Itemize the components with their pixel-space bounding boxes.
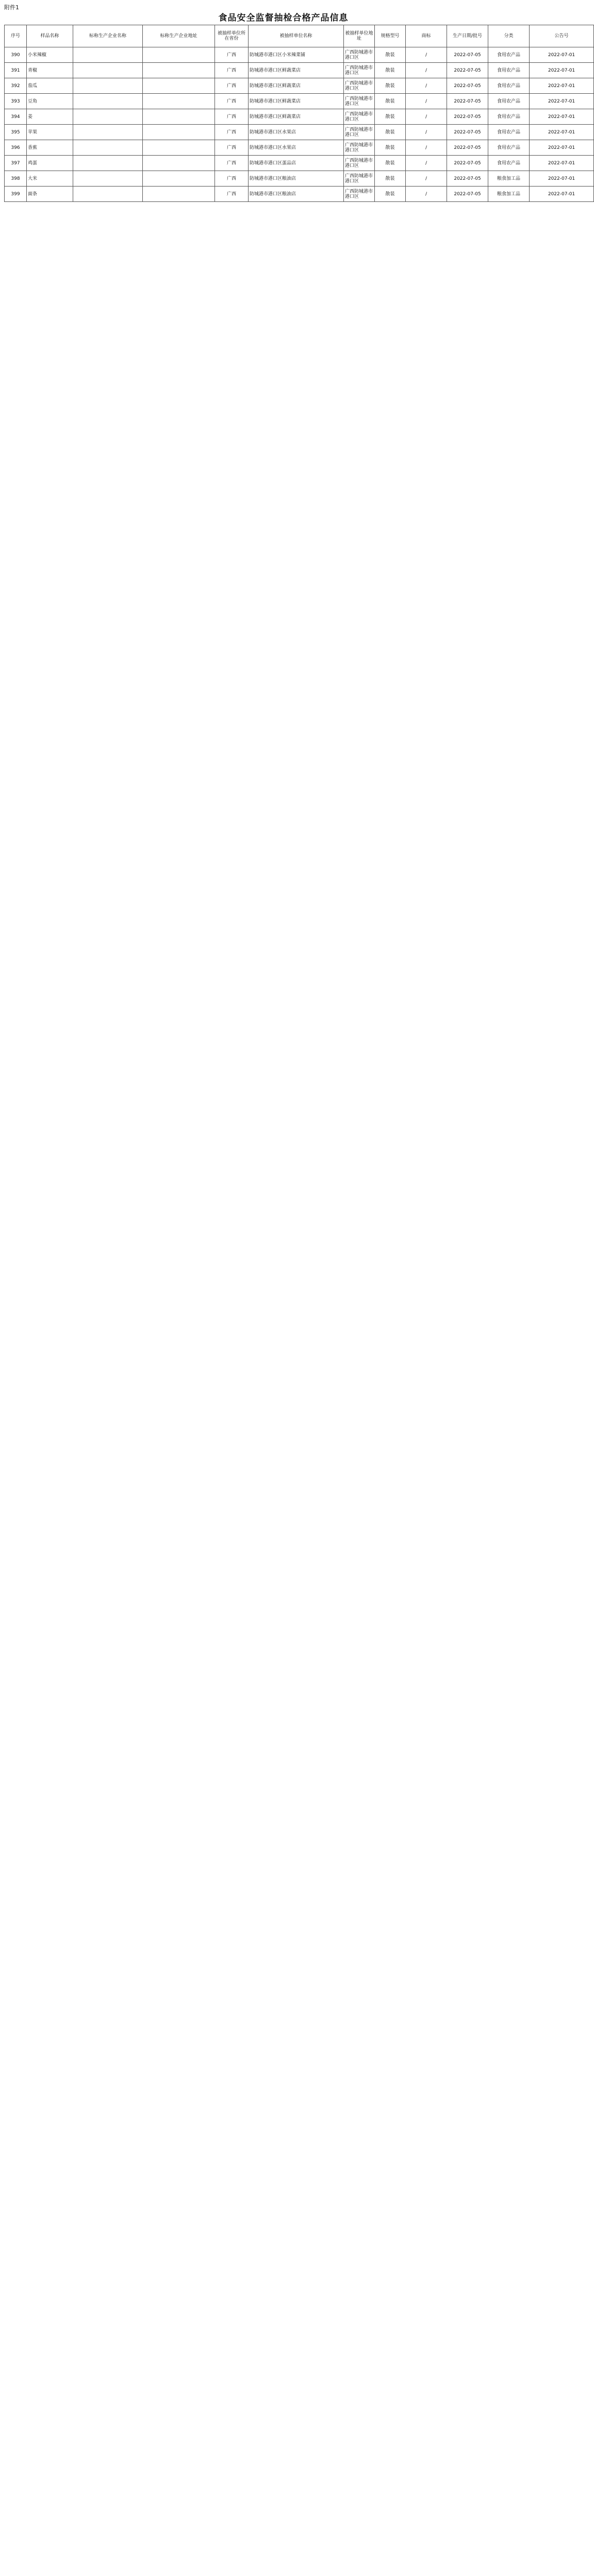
cell-notice: 2022-07-01 bbox=[530, 140, 594, 156]
cell-manufacturer bbox=[73, 156, 143, 171]
col-header: 规格型号 bbox=[375, 25, 406, 47]
col-header: 公告号 bbox=[530, 25, 594, 47]
cell-category: 食用农产品 bbox=[488, 109, 530, 125]
cell-province: 广西 bbox=[215, 125, 249, 140]
cell-mfr_address bbox=[143, 140, 215, 156]
cell-sampled_address: 广西防城港市港口区 bbox=[344, 94, 375, 109]
cell-name: 大米 bbox=[27, 171, 73, 187]
cell-mfr_address bbox=[143, 125, 215, 140]
table-row bbox=[5, 156, 594, 171]
table-row bbox=[5, 47, 594, 63]
cell-no: 398 bbox=[5, 171, 27, 187]
table-row bbox=[5, 171, 594, 187]
cell-manufacturer bbox=[73, 171, 143, 187]
cell-brand: / bbox=[406, 109, 447, 125]
cell-notice: 2022-07-01 bbox=[530, 47, 594, 63]
cell-date: 2022-07-05 bbox=[447, 109, 488, 125]
cell-brand: / bbox=[406, 78, 447, 94]
cell-spec: 散装 bbox=[375, 94, 406, 109]
cell-name: 小米辣椒 bbox=[27, 47, 73, 63]
cell-sampled_unit: 防城港市港口区粮油店 bbox=[249, 187, 344, 202]
cell-spec: 散装 bbox=[375, 156, 406, 171]
cell-brand: / bbox=[406, 94, 447, 109]
cell-sampled_address: 广西防城港市港口区 bbox=[344, 78, 375, 94]
cell-manufacturer bbox=[73, 125, 143, 140]
cell-manufacturer bbox=[73, 140, 143, 156]
table-row bbox=[5, 109, 594, 125]
cell-province: 广西 bbox=[215, 156, 249, 171]
cell-province: 广西 bbox=[215, 78, 249, 94]
cell-province: 广西 bbox=[215, 47, 249, 63]
col-header: 被抽样单位地址 bbox=[344, 25, 375, 47]
col-header: 商标 bbox=[406, 25, 447, 47]
cell-no: 399 bbox=[5, 187, 27, 202]
col-header: 序号 bbox=[5, 25, 27, 47]
cell-spec: 散装 bbox=[375, 140, 406, 156]
cell-sampled_address: 广西防城港市港口区 bbox=[344, 187, 375, 202]
cell-notice: 2022-07-01 bbox=[530, 171, 594, 187]
cell-name: 豆角 bbox=[27, 94, 73, 109]
cell-category: 食用农产品 bbox=[488, 140, 530, 156]
cell-sampled_unit: 防城港市港口区蛋品店 bbox=[249, 156, 344, 171]
cell-spec: 散装 bbox=[375, 109, 406, 125]
cell-spec: 散装 bbox=[375, 47, 406, 63]
cell-spec: 散装 bbox=[375, 171, 406, 187]
cell-category: 食用农产品 bbox=[488, 47, 530, 63]
cell-name: 青椒 bbox=[27, 63, 73, 78]
table-body bbox=[5, 47, 594, 202]
cell-brand: / bbox=[406, 156, 447, 171]
cell-sampled_address: 广西防城港市港口区 bbox=[344, 171, 375, 187]
cell-category: 粮食加工品 bbox=[488, 171, 530, 187]
table-row bbox=[5, 78, 594, 94]
table-header-row bbox=[5, 25, 594, 47]
cell-notice: 2022-07-01 bbox=[530, 125, 594, 140]
cell-name: 香蕉 bbox=[27, 140, 73, 156]
cell-sampled_address: 广西防城港市港口区 bbox=[344, 156, 375, 171]
annex-label: 附件1 bbox=[4, 4, 19, 11]
cell-brand: / bbox=[406, 171, 447, 187]
inspection-table bbox=[4, 25, 594, 202]
cell-date: 2022-07-05 bbox=[447, 94, 488, 109]
table-row bbox=[5, 140, 594, 156]
cell-mfr_address bbox=[143, 63, 215, 78]
table-row bbox=[5, 94, 594, 109]
cell-name: 面条 bbox=[27, 187, 73, 202]
cell-brand: / bbox=[406, 63, 447, 78]
cell-province: 广西 bbox=[215, 187, 249, 202]
table-row bbox=[5, 63, 594, 78]
cell-mfr_address bbox=[143, 109, 215, 125]
col-header: 被抽样单位名称 bbox=[249, 25, 344, 47]
cell-province: 广西 bbox=[215, 109, 249, 125]
cell-date: 2022-07-05 bbox=[447, 125, 488, 140]
cell-spec: 散装 bbox=[375, 78, 406, 94]
cell-name: 姜 bbox=[27, 109, 73, 125]
cell-sampled_unit: 防城港市港口区粮油店 bbox=[249, 171, 344, 187]
cell-date: 2022-07-05 bbox=[447, 140, 488, 156]
cell-category: 食用农产品 bbox=[488, 78, 530, 94]
cell-no: 393 bbox=[5, 94, 27, 109]
cell-date: 2022-07-05 bbox=[447, 63, 488, 78]
cell-sampled_unit: 防城港市港口区水果店 bbox=[249, 140, 344, 156]
cell-province: 广西 bbox=[215, 94, 249, 109]
table-row bbox=[5, 125, 594, 140]
col-header: 标称生产企业名称 bbox=[73, 25, 143, 47]
cell-manufacturer bbox=[73, 47, 143, 63]
cell-date: 2022-07-05 bbox=[447, 47, 488, 63]
cell-brand: / bbox=[406, 187, 447, 202]
cell-no: 395 bbox=[5, 125, 27, 140]
cell-sampled_address: 广西防城港市港口区 bbox=[344, 140, 375, 156]
cell-mfr_address bbox=[143, 171, 215, 187]
cell-brand: / bbox=[406, 140, 447, 156]
cell-spec: 散装 bbox=[375, 187, 406, 202]
cell-province: 广西 bbox=[215, 140, 249, 156]
cell-notice: 2022-07-01 bbox=[530, 187, 594, 202]
cell-manufacturer bbox=[73, 94, 143, 109]
cell-mfr_address bbox=[143, 47, 215, 63]
cell-notice: 2022-07-01 bbox=[530, 63, 594, 78]
cell-category: 食用农产品 bbox=[488, 125, 530, 140]
cell-mfr_address bbox=[143, 187, 215, 202]
cell-no: 394 bbox=[5, 109, 27, 125]
cell-no: 396 bbox=[5, 140, 27, 156]
col-header: 生产日期/批号 bbox=[447, 25, 488, 47]
cell-sampled_address: 广西防城港市港口区 bbox=[344, 47, 375, 63]
cell-category: 食用农产品 bbox=[488, 94, 530, 109]
cell-notice: 2022-07-01 bbox=[530, 78, 594, 94]
page-title: 食品安全监督抽检合格产品信息 bbox=[218, 13, 349, 23]
cell-sampled_unit: 防城港市港口区水果店 bbox=[249, 125, 344, 140]
cell-mfr_address bbox=[143, 78, 215, 94]
table-row bbox=[5, 187, 594, 202]
cell-category: 食用农产品 bbox=[488, 63, 530, 78]
cell-name: 苹果 bbox=[27, 125, 73, 140]
cell-notice: 2022-07-01 bbox=[530, 94, 594, 109]
cell-no: 397 bbox=[5, 156, 27, 171]
cell-date: 2022-07-05 bbox=[447, 187, 488, 202]
cell-category: 食用农产品 bbox=[488, 156, 530, 171]
cell-sampled_unit: 防城港市港口区鲜蔬菜店 bbox=[249, 109, 344, 125]
cell-manufacturer bbox=[73, 63, 143, 78]
cell-spec: 散装 bbox=[375, 63, 406, 78]
cell-sampled_address: 广西防城港市港口区 bbox=[344, 63, 375, 78]
col-header: 分类 bbox=[488, 25, 530, 47]
cell-sampled_unit: 防城港市港口区鲜蔬菜店 bbox=[249, 63, 344, 78]
col-header: 被抽样单位所在省份 bbox=[215, 25, 249, 47]
cell-sampled_unit: 防城港市港口区鲜蔬菜店 bbox=[249, 78, 344, 94]
cell-category: 粮食加工品 bbox=[488, 187, 530, 202]
col-header: 样品名称 bbox=[27, 25, 73, 47]
cell-sampled_address: 广西防城港市港口区 bbox=[344, 109, 375, 125]
cell-no: 392 bbox=[5, 78, 27, 94]
cell-notice: 2022-07-01 bbox=[530, 109, 594, 125]
cell-date: 2022-07-05 bbox=[447, 156, 488, 171]
cell-manufacturer bbox=[73, 187, 143, 202]
cell-brand: / bbox=[406, 47, 447, 63]
cell-sampled_unit: 防城港市港口区鲜蔬菜店 bbox=[249, 94, 344, 109]
cell-mfr_address bbox=[143, 94, 215, 109]
cell-name: 茄瓜 bbox=[27, 78, 73, 94]
cell-sampled_unit: 防城港市港口区小米辣菜铺 bbox=[249, 47, 344, 63]
cell-name: 鸡蛋 bbox=[27, 156, 73, 171]
cell-date: 2022-07-05 bbox=[447, 78, 488, 94]
cell-no: 390 bbox=[5, 47, 27, 63]
cell-spec: 散装 bbox=[375, 125, 406, 140]
cell-no: 391 bbox=[5, 63, 27, 78]
cell-notice: 2022-07-01 bbox=[530, 156, 594, 171]
col-header: 标称生产企业地址 bbox=[143, 25, 215, 47]
cell-manufacturer bbox=[73, 109, 143, 125]
cell-province: 广西 bbox=[215, 171, 249, 187]
cell-province: 广西 bbox=[215, 63, 249, 78]
cell-mfr_address bbox=[143, 156, 215, 171]
cell-brand: / bbox=[406, 125, 447, 140]
cell-manufacturer bbox=[73, 78, 143, 94]
cell-date: 2022-07-05 bbox=[447, 171, 488, 187]
cell-sampled_address: 广西防城港市港口区 bbox=[344, 125, 375, 140]
